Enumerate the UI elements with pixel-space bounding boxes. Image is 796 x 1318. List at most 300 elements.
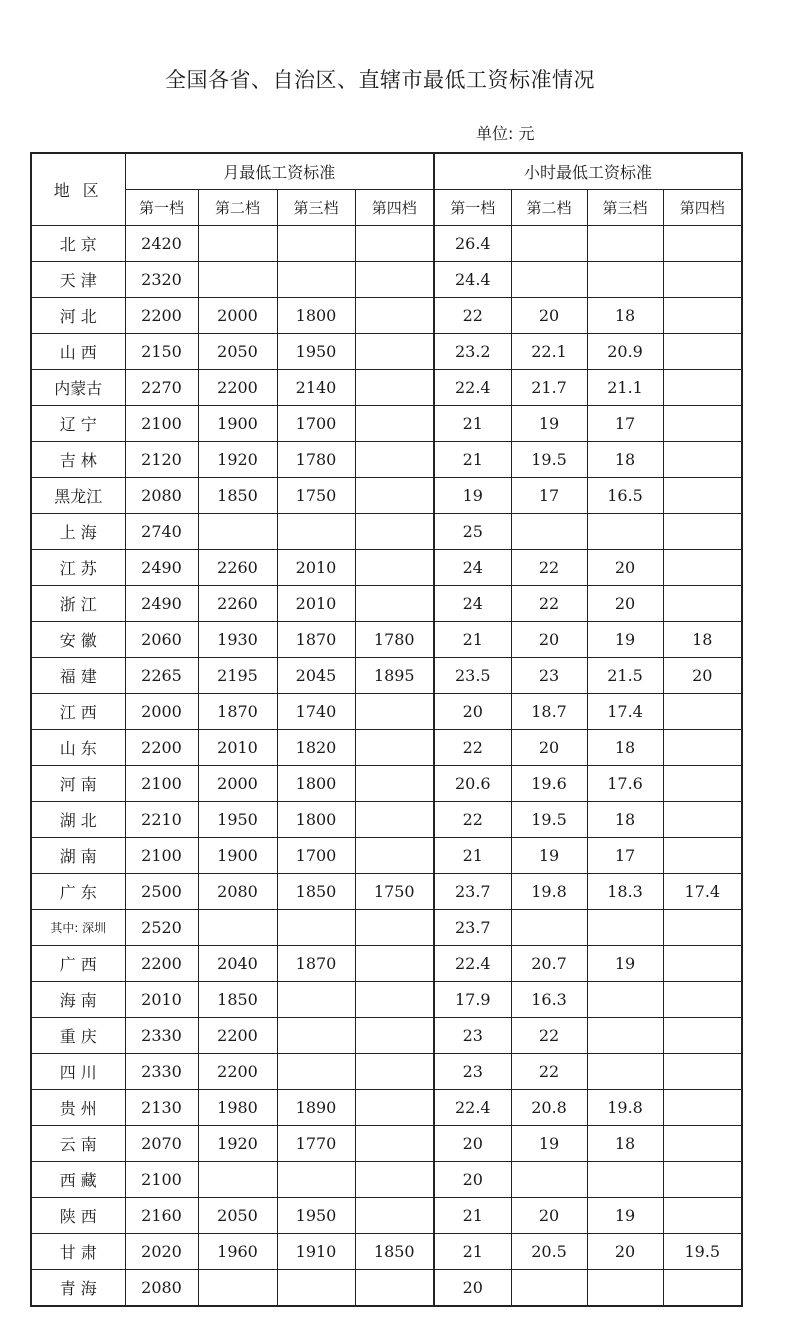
hourly-tier-2-cell <box>511 910 587 946</box>
hourly-tier-4-cell <box>663 262 742 298</box>
monthly-tier-2-cell: 1980 <box>198 1090 277 1126</box>
hourly-tier-1-cell: 22 <box>434 802 511 838</box>
monthly-tier-1-header: 第一档 <box>125 190 198 226</box>
region-cell: 甘 肃 <box>31 1234 125 1270</box>
hourly-tier-1-cell: 25 <box>434 514 511 550</box>
table-row <box>31 1090 742 1126</box>
hourly-tier-1-cell: 20.6 <box>434 766 511 802</box>
region-cell: 广 东 <box>31 874 125 910</box>
hourly-tier-3-cell <box>587 910 663 946</box>
monthly-tier-3-cell <box>277 514 355 550</box>
monthly-tier-1-cell: 2100 <box>125 1162 198 1198</box>
hourly-tier-2-cell: 20 <box>511 730 587 766</box>
table-row <box>31 586 742 622</box>
hourly-tier-4-cell <box>663 1162 742 1198</box>
region-cell: 广 西 <box>31 946 125 982</box>
monthly-tier-3-cell <box>277 982 355 1018</box>
hourly-tier-3-cell: 19 <box>587 946 663 982</box>
hourly-tier-2-cell: 19.5 <box>511 802 587 838</box>
hourly-tier-1-cell: 21 <box>434 442 511 478</box>
hourly-tier-3-cell: 18 <box>587 1126 663 1162</box>
hourly-tier-3-cell <box>587 1162 663 1198</box>
table-row <box>31 946 742 982</box>
region-cell: 江 西 <box>31 694 125 730</box>
monthly-tier-1-cell: 2200 <box>125 946 198 982</box>
hourly-tier-4-cell <box>663 910 742 946</box>
table-row <box>31 910 742 946</box>
hourly-tier-1-cell: 21 <box>434 622 511 658</box>
monthly-tier-4-cell <box>355 1090 434 1126</box>
monthly-tier-2-header: 第二档 <box>198 190 277 226</box>
hourly-tier-4-cell: 17.4 <box>663 874 742 910</box>
region-cell: 贵 州 <box>31 1090 125 1126</box>
hourly-tier-4-cell <box>663 802 742 838</box>
monthly-tier-2-cell: 1950 <box>198 802 277 838</box>
monthly-tier-2-cell: 1850 <box>198 478 277 514</box>
region-cell: 黑龙江 <box>31 478 125 514</box>
hourly-tier-1-cell: 23.7 <box>434 910 511 946</box>
table-row <box>31 262 742 298</box>
monthly-tier-3-cell: 1950 <box>277 334 355 370</box>
monthly-tier-1-cell: 2130 <box>125 1090 198 1126</box>
monthly-tier-4-cell <box>355 550 434 586</box>
hourly-tier-1-cell: 20 <box>434 1270 511 1307</box>
hourly-tier-1-cell: 20 <box>434 694 511 730</box>
monthly-tier-1-cell: 2060 <box>125 622 198 658</box>
hourly-tier-4-cell <box>663 334 742 370</box>
hourly-tier-4-cell: 19.5 <box>663 1234 742 1270</box>
monthly-tier-3-cell <box>277 226 355 262</box>
monthly-tier-1-cell: 2490 <box>125 550 198 586</box>
hourly-tier-4-cell <box>663 478 742 514</box>
monthly-group-header: 月最低工资标准 <box>125 153 434 190</box>
hourly-tier-3-cell: 19 <box>587 1198 663 1234</box>
hourly-tier-2-cell <box>511 226 587 262</box>
table-row <box>31 874 742 910</box>
monthly-tier-3-cell: 1950 <box>277 1198 355 1234</box>
monthly-tier-1-cell: 2080 <box>125 1270 198 1307</box>
hourly-tier-1-cell: 21 <box>434 1198 511 1234</box>
monthly-tier-2-cell: 2010 <box>198 730 277 766</box>
hourly-tier-2-cell: 17 <box>511 478 587 514</box>
hourly-tier-2-cell: 22 <box>511 1054 587 1090</box>
monthly-tier-1-cell: 2500 <box>125 874 198 910</box>
monthly-tier-4-cell: 1895 <box>355 658 434 694</box>
hourly-tier-4-cell <box>663 946 742 982</box>
table-row <box>31 406 742 442</box>
hourly-tier-2-cell: 20 <box>511 298 587 334</box>
monthly-tier-2-cell <box>198 226 277 262</box>
hourly-tier-4-cell <box>663 694 742 730</box>
hourly-tier-2-cell: 20.5 <box>511 1234 587 1270</box>
monthly-tier-3-cell: 1910 <box>277 1234 355 1270</box>
monthly-tier-2-cell: 2260 <box>198 586 277 622</box>
hourly-tier-3-cell: 18 <box>587 802 663 838</box>
table-row <box>31 514 742 550</box>
monthly-tier-4-header: 第四档 <box>355 190 434 226</box>
monthly-tier-4-cell <box>355 946 434 982</box>
table-row <box>31 550 742 586</box>
hourly-tier-4-cell <box>663 550 742 586</box>
hourly-tier-1-cell: 23 <box>434 1018 511 1054</box>
monthly-tier-2-cell: 2200 <box>198 1054 277 1090</box>
monthly-tier-4-cell <box>355 730 434 766</box>
monthly-tier-3-cell <box>277 910 355 946</box>
hourly-tier-4-cell <box>663 838 742 874</box>
monthly-tier-1-cell: 2490 <box>125 586 198 622</box>
monthly-tier-4-cell <box>355 334 434 370</box>
monthly-tier-2-cell: 1850 <box>198 982 277 1018</box>
hourly-tier-4-cell: 20 <box>663 658 742 694</box>
hourly-tier-1-cell: 24 <box>434 586 511 622</box>
hourly-tier-2-cell: 19 <box>511 838 587 874</box>
hourly-tier-3-cell: 19 <box>587 622 663 658</box>
monthly-tier-3-cell: 1700 <box>277 838 355 874</box>
table-body <box>31 226 742 1307</box>
region-cell: 天 津 <box>31 262 125 298</box>
hourly-tier-2-cell: 19.6 <box>511 766 587 802</box>
monthly-tier-4-cell: 1850 <box>355 1234 434 1270</box>
hourly-tier-4-cell <box>663 730 742 766</box>
table-row <box>31 334 742 370</box>
hourly-tier-3-cell: 20 <box>587 1234 663 1270</box>
region-cell: 西 藏 <box>31 1162 125 1198</box>
monthly-tier-2-cell: 2050 <box>198 1198 277 1234</box>
table-row <box>31 1198 742 1234</box>
hourly-tier-1-cell: 24.4 <box>434 262 511 298</box>
table-row <box>31 658 742 694</box>
hourly-tier-1-cell: 21 <box>434 1234 511 1270</box>
hourly-tier-4-cell <box>663 442 742 478</box>
region-cell: 北 京 <box>31 226 125 262</box>
hourly-tier-1-cell: 17.9 <box>434 982 511 1018</box>
monthly-tier-4-cell <box>355 406 434 442</box>
monthly-tier-3-cell: 1700 <box>277 406 355 442</box>
hourly-tier-3-cell: 17.4 <box>587 694 663 730</box>
hourly-tier-3-cell: 18 <box>587 442 663 478</box>
region-cell: 重 庆 <box>31 1018 125 1054</box>
table-row <box>31 622 742 658</box>
hourly-tier-3-cell <box>587 262 663 298</box>
hourly-tier-1-cell: 20 <box>434 1126 511 1162</box>
monthly-tier-2-cell: 1900 <box>198 838 277 874</box>
monthly-tier-3-cell: 1800 <box>277 802 355 838</box>
monthly-tier-1-cell: 2100 <box>125 838 198 874</box>
monthly-tier-3-cell <box>277 1018 355 1054</box>
hourly-tier-1-cell: 19 <box>434 478 511 514</box>
monthly-tier-2-cell <box>198 262 277 298</box>
monthly-tier-4-cell <box>355 1162 434 1198</box>
table-row <box>31 370 742 406</box>
monthly-tier-4-cell <box>355 478 434 514</box>
hourly-tier-2-cell: 19.5 <box>511 442 587 478</box>
monthly-tier-1-cell: 2070 <box>125 1126 198 1162</box>
monthly-tier-3-cell: 1800 <box>277 298 355 334</box>
monthly-tier-2-cell: 2080 <box>198 874 277 910</box>
monthly-tier-3-cell: 1870 <box>277 946 355 982</box>
table-row <box>31 1018 742 1054</box>
monthly-tier-4-cell <box>355 838 434 874</box>
monthly-tier-1-cell: 2740 <box>125 514 198 550</box>
monthly-tier-1-cell: 2100 <box>125 766 198 802</box>
region-cell: 云 南 <box>31 1126 125 1162</box>
hourly-tier-3-cell: 18 <box>587 298 663 334</box>
hourly-tier-4-header: 第四档 <box>663 190 742 226</box>
hourly-tier-3-cell: 20 <box>587 586 663 622</box>
region-cell: 湖 北 <box>31 802 125 838</box>
monthly-tier-1-cell: 2200 <box>125 298 198 334</box>
monthly-tier-3-cell <box>277 1162 355 1198</box>
hourly-tier-2-cell <box>511 262 587 298</box>
hourly-tier-3-cell: 21.1 <box>587 370 663 406</box>
monthly-tier-4-cell <box>355 1198 434 1234</box>
hourly-tier-4-cell <box>663 1126 742 1162</box>
monthly-tier-1-cell: 2520 <box>125 910 198 946</box>
monthly-tier-2-cell: 1960 <box>198 1234 277 1270</box>
hourly-tier-3-cell <box>587 1054 663 1090</box>
hourly-tier-1-cell: 22 <box>434 730 511 766</box>
monthly-tier-2-cell: 1920 <box>198 1126 277 1162</box>
monthly-tier-4-cell <box>355 370 434 406</box>
hourly-tier-2-header: 第二档 <box>511 190 587 226</box>
region-cell: 河 南 <box>31 766 125 802</box>
hourly-tier-2-cell: 20 <box>511 622 587 658</box>
table-row <box>31 1234 742 1270</box>
hourly-tier-3-cell: 19.8 <box>587 1090 663 1126</box>
monthly-tier-2-cell: 1930 <box>198 622 277 658</box>
monthly-tier-2-cell: 2260 <box>198 550 277 586</box>
monthly-tier-3-cell: 1800 <box>277 766 355 802</box>
monthly-tier-2-cell: 2195 <box>198 658 277 694</box>
table-row <box>31 730 742 766</box>
monthly-tier-4-cell <box>355 442 434 478</box>
monthly-tier-4-cell <box>355 766 434 802</box>
monthly-tier-4-cell <box>355 982 434 1018</box>
hourly-tier-3-cell <box>587 514 663 550</box>
monthly-tier-2-cell <box>198 910 277 946</box>
monthly-tier-3-cell: 1780 <box>277 442 355 478</box>
monthly-tier-4-cell: 1750 <box>355 874 434 910</box>
region-cell: 辽 宁 <box>31 406 125 442</box>
monthly-tier-4-cell <box>355 802 434 838</box>
hourly-tier-3-cell: 17 <box>587 838 663 874</box>
monthly-tier-2-cell: 2000 <box>198 298 277 334</box>
monthly-tier-3-cell: 2010 <box>277 586 355 622</box>
hourly-tier-4-cell <box>663 514 742 550</box>
hourly-tier-4-cell <box>663 586 742 622</box>
table-row <box>31 442 742 478</box>
monthly-tier-3-header: 第三档 <box>277 190 355 226</box>
region-column-header: 地 区 <box>31 153 125 226</box>
hourly-tier-1-cell: 23.7 <box>434 874 511 910</box>
monthly-tier-4-cell <box>355 226 434 262</box>
hourly-tier-3-cell <box>587 982 663 1018</box>
monthly-tier-1-cell: 2100 <box>125 406 198 442</box>
hourly-tier-3-cell: 16.5 <box>587 478 663 514</box>
monthly-tier-1-cell: 2000 <box>125 694 198 730</box>
hourly-tier-3-cell <box>587 1018 663 1054</box>
monthly-tier-1-cell: 2020 <box>125 1234 198 1270</box>
unit-label: 单位: 元 <box>476 124 535 143</box>
hourly-tier-1-cell: 22.4 <box>434 370 511 406</box>
hourly-tier-4-cell <box>663 1198 742 1234</box>
hourly-tier-1-cell: 20 <box>434 1162 511 1198</box>
monthly-tier-4-cell <box>355 1018 434 1054</box>
hourly-tier-2-cell <box>511 514 587 550</box>
region-cell: 山 西 <box>31 334 125 370</box>
monthly-tier-1-cell: 2330 <box>125 1054 198 1090</box>
region-cell: 浙 江 <box>31 586 125 622</box>
hourly-tier-3-cell: 17 <box>587 406 663 442</box>
hourly-tier-1-cell: 23.2 <box>434 334 511 370</box>
monthly-tier-3-cell <box>277 1054 355 1090</box>
hourly-tier-4-cell <box>663 406 742 442</box>
monthly-tier-1-cell: 2010 <box>125 982 198 1018</box>
monthly-tier-2-cell: 1900 <box>198 406 277 442</box>
monthly-tier-4-cell: 1780 <box>355 622 434 658</box>
hourly-tier-1-header: 第一档 <box>434 190 511 226</box>
hourly-tier-1-cell: 22 <box>434 298 511 334</box>
table-row <box>31 694 742 730</box>
hourly-tier-4-cell <box>663 1270 742 1307</box>
region-cell: 青 海 <box>31 1270 125 1307</box>
hourly-tier-3-cell: 21.5 <box>587 658 663 694</box>
monthly-tier-2-cell <box>198 1162 277 1198</box>
region-cell: 内蒙古 <box>31 370 125 406</box>
hourly-tier-3-cell <box>587 226 663 262</box>
hourly-tier-1-cell: 24 <box>434 550 511 586</box>
monthly-tier-1-cell: 2210 <box>125 802 198 838</box>
monthly-tier-1-cell: 2265 <box>125 658 198 694</box>
monthly-tier-4-cell <box>355 910 434 946</box>
document-title: 全国各省、自治区、直辖市最低工资标准情况 <box>165 68 595 92</box>
hourly-tier-4-cell: 18 <box>663 622 742 658</box>
hourly-tier-2-cell: 19 <box>511 1126 587 1162</box>
region-cell: 湖 南 <box>31 838 125 874</box>
hourly-tier-4-cell <box>663 766 742 802</box>
region-cell: 山 东 <box>31 730 125 766</box>
monthly-tier-3-cell: 1820 <box>277 730 355 766</box>
monthly-tier-4-cell <box>355 1126 434 1162</box>
hourly-tier-3-cell: 20 <box>587 550 663 586</box>
region-cell: 江 苏 <box>31 550 125 586</box>
region-cell: 四 川 <box>31 1054 125 1090</box>
hourly-tier-2-cell <box>511 1270 587 1307</box>
hourly-tier-4-cell <box>663 1018 742 1054</box>
monthly-tier-2-cell: 2200 <box>198 370 277 406</box>
hourly-tier-1-cell: 23.5 <box>434 658 511 694</box>
monthly-tier-3-cell: 2140 <box>277 370 355 406</box>
hourly-tier-2-cell: 22 <box>511 586 587 622</box>
min-wage-table <box>30 152 743 1307</box>
hourly-tier-4-cell <box>663 298 742 334</box>
table-row <box>31 1162 742 1198</box>
monthly-tier-2-cell: 2050 <box>198 334 277 370</box>
monthly-tier-3-cell: 1850 <box>277 874 355 910</box>
table-row <box>31 1270 742 1307</box>
hourly-tier-2-cell: 18.7 <box>511 694 587 730</box>
hourly-group-header: 小时最低工资标准 <box>434 153 742 190</box>
monthly-tier-2-cell: 2000 <box>198 766 277 802</box>
hourly-tier-2-cell: 20.8 <box>511 1090 587 1126</box>
hourly-tier-2-cell: 19.8 <box>511 874 587 910</box>
monthly-tier-3-cell: 2045 <box>277 658 355 694</box>
hourly-tier-2-cell: 23 <box>511 658 587 694</box>
hourly-tier-4-cell <box>663 226 742 262</box>
hourly-tier-1-cell: 22.4 <box>434 946 511 982</box>
hourly-tier-2-cell: 20.7 <box>511 946 587 982</box>
table-row <box>31 226 742 262</box>
table-row <box>31 1126 742 1162</box>
monthly-tier-3-cell: 1750 <box>277 478 355 514</box>
table-row <box>31 298 742 334</box>
region-cell: 海 南 <box>31 982 125 1018</box>
hourly-tier-3-cell: 18.3 <box>587 874 663 910</box>
monthly-tier-1-cell: 2270 <box>125 370 198 406</box>
hourly-tier-1-cell: 22.4 <box>434 1090 511 1126</box>
monthly-tier-3-cell: 2010 <box>277 550 355 586</box>
monthly-tier-1-cell: 2120 <box>125 442 198 478</box>
monthly-tier-1-cell: 2330 <box>125 1018 198 1054</box>
hourly-tier-2-cell: 22.1 <box>511 334 587 370</box>
hourly-tier-3-cell: 20.9 <box>587 334 663 370</box>
monthly-tier-4-cell <box>355 262 434 298</box>
table-row <box>31 478 742 514</box>
monthly-tier-4-cell <box>355 586 434 622</box>
monthly-tier-4-cell <box>355 298 434 334</box>
monthly-tier-2-cell <box>198 1270 277 1307</box>
hourly-tier-2-cell: 21.7 <box>511 370 587 406</box>
monthly-tier-1-cell: 2420 <box>125 226 198 262</box>
hourly-tier-2-cell: 19 <box>511 406 587 442</box>
monthly-tier-4-cell <box>355 1270 434 1307</box>
hourly-tier-1-cell: 21 <box>434 406 511 442</box>
monthly-tier-1-cell: 2200 <box>125 730 198 766</box>
region-cell: 吉 林 <box>31 442 125 478</box>
hourly-tier-4-cell <box>663 982 742 1018</box>
region-cell: 陕 西 <box>31 1198 125 1234</box>
monthly-tier-3-cell: 1870 <box>277 622 355 658</box>
monthly-tier-2-cell: 1870 <box>198 694 277 730</box>
monthly-tier-1-cell: 2080 <box>125 478 198 514</box>
monthly-tier-4-cell <box>355 514 434 550</box>
monthly-tier-3-cell <box>277 1270 355 1307</box>
hourly-tier-3-cell: 18 <box>587 730 663 766</box>
monthly-tier-1-cell: 2150 <box>125 334 198 370</box>
monthly-tier-4-cell <box>355 1054 434 1090</box>
region-cell: 上 海 <box>31 514 125 550</box>
hourly-tier-4-cell <box>663 1090 742 1126</box>
monthly-tier-4-cell <box>355 694 434 730</box>
hourly-tier-4-cell <box>663 370 742 406</box>
monthly-tier-3-cell: 1770 <box>277 1126 355 1162</box>
monthly-tier-2-cell: 1920 <box>198 442 277 478</box>
monthly-tier-3-cell <box>277 262 355 298</box>
hourly-tier-2-cell: 16.3 <box>511 982 587 1018</box>
monthly-tier-2-cell <box>198 514 277 550</box>
hourly-tier-1-cell: 26.4 <box>434 226 511 262</box>
region-cell: 河 北 <box>31 298 125 334</box>
hourly-tier-1-cell: 23 <box>434 1054 511 1090</box>
hourly-tier-2-cell: 22 <box>511 550 587 586</box>
hourly-tier-3-header: 第三档 <box>587 190 663 226</box>
monthly-tier-1-cell: 2320 <box>125 262 198 298</box>
monthly-tier-1-cell: 2160 <box>125 1198 198 1234</box>
hourly-tier-4-cell <box>663 1054 742 1090</box>
table-row <box>31 766 742 802</box>
region-cell: 安 徽 <box>31 622 125 658</box>
hourly-tier-3-cell <box>587 1270 663 1307</box>
